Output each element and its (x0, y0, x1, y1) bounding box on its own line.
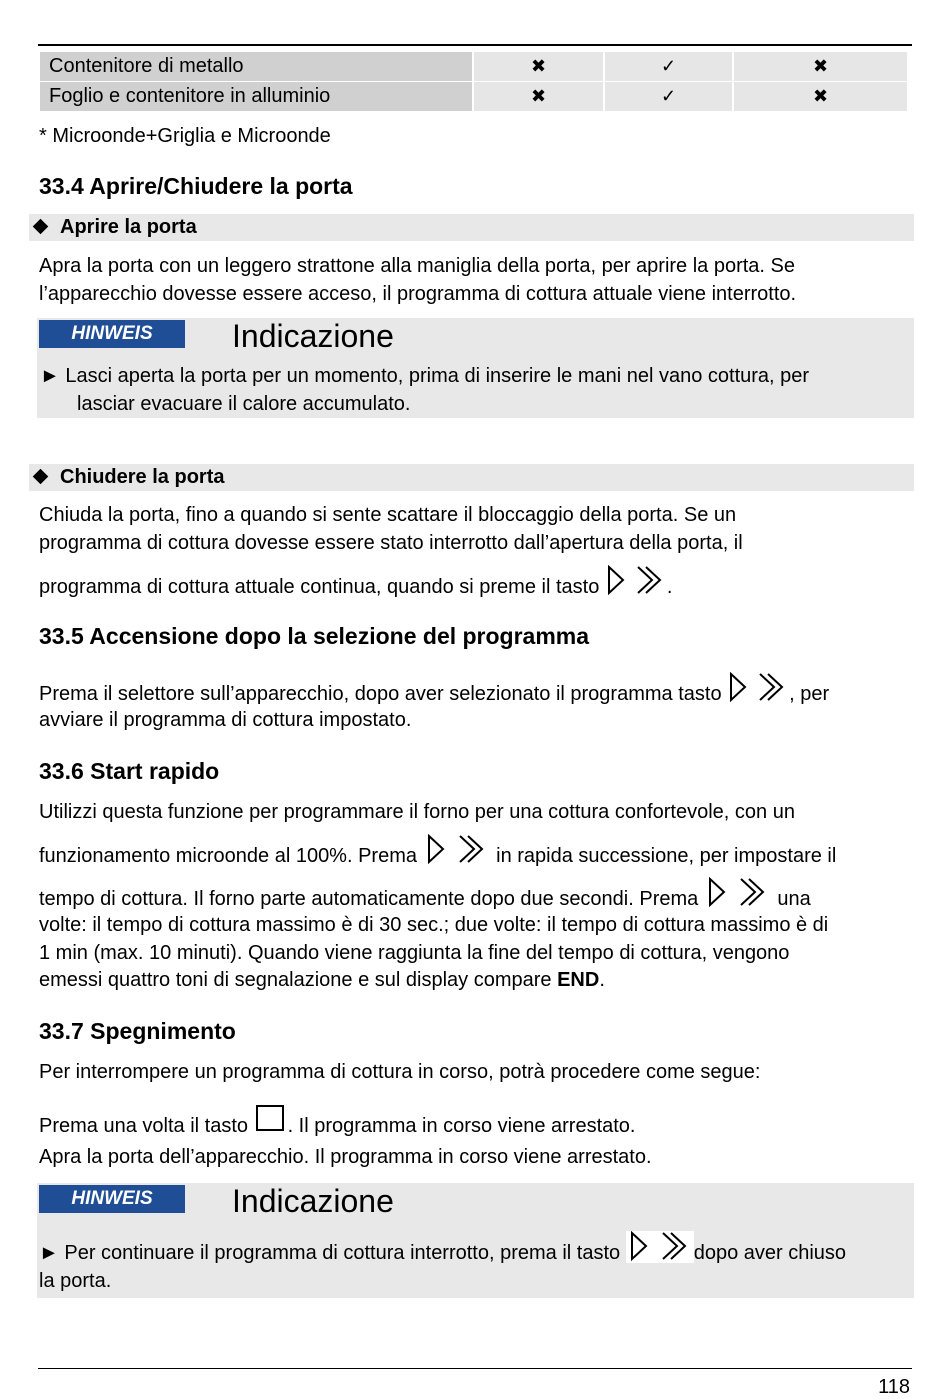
diamond-bullet-icon (33, 219, 49, 235)
page-number: 118 (878, 1376, 910, 1398)
start-button-icon (423, 834, 491, 866)
check-icon: ✓ (660, 56, 677, 76)
hinweis-badge: HINWEIS (39, 320, 185, 348)
start-button-icon (626, 1231, 694, 1263)
bottom-rule (38, 1368, 912, 1369)
table-cell (734, 82, 907, 111)
table-footnote: * Microonde+Griglia e Microonde (39, 125, 331, 147)
table-cell (605, 82, 732, 111)
cross-icon: ✖ (530, 56, 547, 76)
section-33-6-line: emessi quattro toni di segnalazione e sul display compare END. (39, 969, 605, 991)
start-button-icon (704, 877, 772, 909)
notice-text: ► Lasci aperta la porta per un momento, prima di inserire le mani nel vano cottura, per lasciar evacuare il calore accumulato. (40, 365, 810, 415)
start-button-icon (605, 565, 667, 597)
cross-icon: ✖ (812, 56, 829, 76)
diamond-bullet-icon (33, 469, 49, 485)
section-33-5-line: avviare il programma di cottura impostato. (39, 709, 412, 731)
notice-title: Indicazione (232, 1183, 394, 1219)
subsection-close-door (29, 464, 914, 491)
subsection-title: Aprire la porta (60, 216, 197, 238)
section-33-6-line: funzionamento microonde al 100%. Prema in rapida successione, per impostare il (39, 834, 911, 870)
subsection-open-door (29, 214, 914, 241)
notice-text: ► Per continuare il programma di cottura interrotto, prema il tasto dopo aver chiuso la porta. (39, 1231, 911, 1295)
cross-icon: ✖ (812, 86, 829, 106)
stop-button-icon (254, 1104, 288, 1136)
notice-box (37, 1183, 914, 1298)
top-rule (38, 44, 912, 46)
close-door-line: programma di cottura dovesse essere stato interrotto dall’apertura della porta, il (39, 532, 743, 554)
section-heading-33-4: 33.4 Aprire/Chiudere la porta (39, 173, 353, 199)
section-heading-33-5: 33.5 Accensione dopo la selezione del programma (39, 623, 590, 649)
table-cell (605, 52, 732, 81)
hinweis-badge: HINWEIS (39, 1185, 185, 1213)
section-heading-33-6: 33.6 Start rapido (39, 758, 220, 784)
notice-title: Indicazione (232, 318, 394, 354)
check-icon: ✓ (660, 86, 677, 106)
section-33-6-line: Utilizzi questa funzione per programmare il forno per una cottura confortevole, con un (39, 801, 795, 823)
section-33-7-line: Per interrompere un programma di cottura in corso, potrà procedere come segue: (39, 1061, 761, 1083)
section-33-5-line: Prema il selettore sull’apparecchio, dopo aver selezionato il programma tasto , per (39, 672, 911, 708)
section-heading-33-7: 33.7 Spegnimento (39, 1018, 236, 1044)
table-cell-label: Contenitore di metallo (40, 52, 472, 81)
section-33-6-line: volte: il tempo di cottura massimo è di 30 sec.; due volte: il tempo di cottura massimo è di (39, 914, 829, 936)
subsection-title: Chiudere la porta (60, 466, 225, 488)
start-button-icon (727, 672, 789, 704)
close-door-line: programma di cottura attuale continua, quando si preme il tasto . (39, 565, 911, 601)
close-door-line: Chiuda la porta, fino a quando si sente scattare il bloccaggio della porta. Se un (39, 504, 737, 526)
section-33-6-line: tempo di cottura. Il forno parte automaticamente dopo due secondi. Prema una (39, 877, 911, 913)
table-cell (474, 52, 603, 81)
table-cell (474, 82, 603, 111)
section-33-7-line: Apra la porta dell’apparecchio. Il programma in corso viene arrestato. (39, 1146, 652, 1168)
notice-box (37, 318, 914, 418)
section-33-6-line: 1 min (max. 10 minuti). Quando viene raggiunta la fine del tempo di cottura, vengono (39, 942, 790, 964)
table-cell-label: Foglio e contenitore in alluminio (40, 82, 472, 111)
cross-icon: ✖ (530, 86, 547, 106)
table-cell (734, 52, 907, 81)
end-label: END (557, 969, 600, 991)
open-door-text: Apra la porta con un leggero strattone alla maniglia della porta, per aprire la porta. Se l’apparecchio dovesse essere acceso, il programma di cottura attuale viene interrotto. (39, 255, 797, 305)
section-33-7-line: Prema una volta il tasto . Il programma in corso viene arrestato. (39, 1104, 911, 1140)
